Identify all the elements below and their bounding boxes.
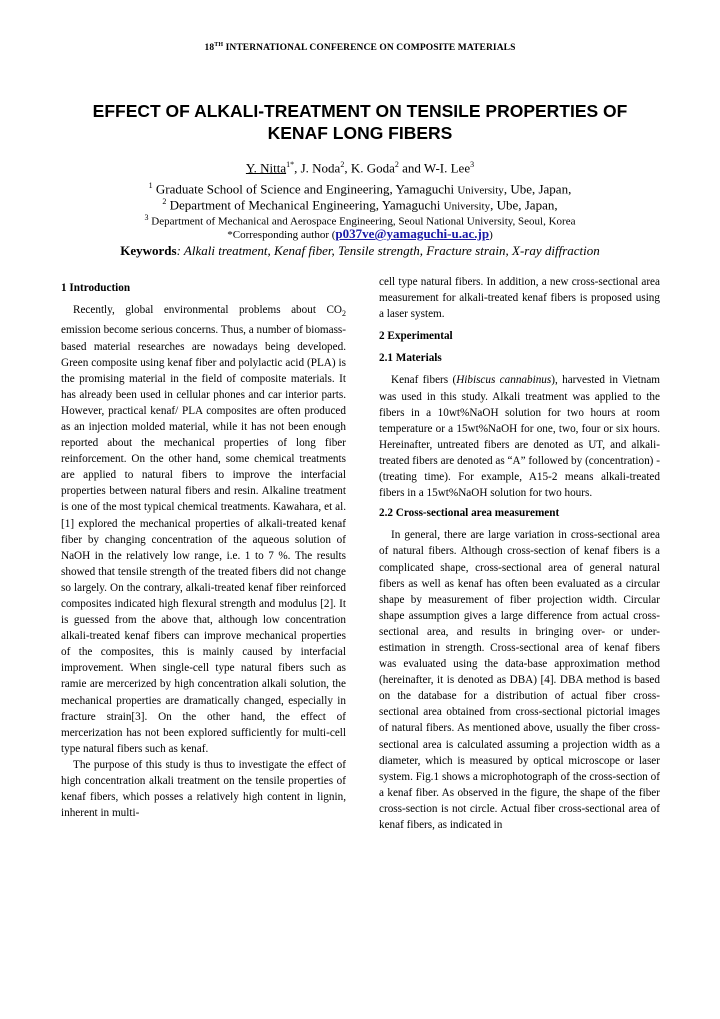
affiliation-2-text-b: University xyxy=(443,200,491,213)
intro-paragraph-1 xyxy=(61,302,346,757)
co2-subscript: 2 xyxy=(342,309,346,319)
materials-text-b: ), harvested in Vietnam was used in this study. Alkali treatment was applied to the fibers in a 10wt%NaOH solution for two hours at room temperature or a 15wt%NaOH for one, two, four or six hours. Hereinafter, untreated fibers are denoted as UT, and alkali-treated fibers are denoted as “A” followed by (concentration) - (treating time). For example, A15-2 means alkali-treated fibers in a 15wt%NaOH solution for two hours. xyxy=(379,374,660,500)
corresponding-suffix: ) xyxy=(489,229,493,241)
intro-paragraph-2: The purpose of this study is thus to investigate the effect of high concentration alkali treatment on the tensile properties of kenaf fibers, which posses a relatively high content in lignin, inherent in multi- xyxy=(61,758,346,820)
author-4: and W-I. Lee xyxy=(398,160,471,176)
running-header xyxy=(0,42,720,53)
cross-section-paragraph: In general, there are large variation in cross-sectional area of natural fibers. Although cross-section of kenaf fibers is a complicated shape, cross-sectional area of general natural fibers as well as kenaf has often been evaluated as a circular shape by measurement of fiber projection width. Circular shape assumption gives a large difference from actual cross-sectional area, and results in bringing over- or under- estimation in strength. Cross-sectional area of kenaf fibers was evaluated using the data-base approximation method (hereinafter, it is denoted as DBA) [4]. DBA method is based on the database for a distribution of actual fiber cross-sectional area obtained from cross-sectional pictorial images of natural fibers. As mentioned above, usually the fiber cross-sectional area is calculated assuming a projection width as a diameter, which is measured by optical microscope or laser system. Fig.1 shows a microphotograph of the cross-section of a kenaf fiber. As observed in the figure, the shape of the fiber cross-section is not circle. Actual fiber cross-sectional area of kenaf fibers, as indicated in xyxy=(379,529,660,831)
corresponding-prefix: *Corresponding author ( xyxy=(227,229,336,241)
author-1: Y. Nitta xyxy=(245,160,287,176)
author-2: , J. Noda xyxy=(294,160,341,176)
section-heading-experimental: 2 Experimental xyxy=(379,330,453,343)
affiliation-2-text-c: , Ube, Japan, xyxy=(490,197,558,213)
intro-p1-text-a: Recently, global environmental problems about CO xyxy=(73,304,342,317)
author-1-affil: 1* xyxy=(286,160,295,169)
left-column xyxy=(61,280,346,821)
keywords-text: : Alkali treatment, Kenaf fiber, Tensile strength, Fracture strain, X-ray diffraction xyxy=(176,243,600,258)
author-3-affil: 2 xyxy=(394,160,399,169)
affiliation-1-text-a: Graduate School of Science and Engineering, Yamaguchi xyxy=(152,181,458,197)
intro-p1-text-b: emission become serious concerns. Thus, a number of biomass-based material researches are nowadays being developed. Green composite using kenaf fiber and polylactic acid (PLA) is the promising material in the field of composite materials. It has already been used in cellular phones and car interior parts. However, practical kenaf/ PLA composites are often produced as an injection molded material, while it has not been enough reported about the mechanical properties of long fiber reinforcement. On the other hand, some chemical treatments are applied to natural fibers to improve the interfacial properties between natural fibers and resin. Alkaline treatment is one of the most typical chemical treatments. Kawahara, et al. [1] explored the mechanical properties of alkali-treated kenaf fiber by changing concentration of the aqueous solution of NaOH in the relatively low range, i.e. 1 to 7 %. The results showed that tensile strength of the treated fibers did not change so largely. On the contrary, alkali-treated kenaf fiber reinforced composites indicated high flexural strength and modulus [2]. It is guessed from the above that, although low concentration alkali-treated kenaf fibers can improve mechanical properties of the composites, this is mainly caused by interfacial improvement. When single-cell type natural fibers such as ramie are mercerized by high concentration alkali solution, the mechanical properties are dramatically changed, especially in fracture strain[3]. On the other hand, the effect of mercerization has not been explored sufficiently for multi-cell type natural fibers such as kenaf. xyxy=(61,324,347,755)
author-3: , K. Goda xyxy=(344,160,395,176)
email-link[interactable]: p037ve@yamaguchi-u.ac.jp xyxy=(335,226,490,241)
section-heading-introduction: 1 Introduction xyxy=(61,282,131,294)
affiliation-2-marker: 2 xyxy=(162,197,167,206)
affiliation-1-text-b: University xyxy=(457,184,504,197)
keywords-line xyxy=(0,242,720,259)
keywords-label: Keywords xyxy=(120,243,177,258)
materials-paragraph xyxy=(379,372,660,501)
right-column xyxy=(379,274,660,833)
affiliation-3-marker: 3 xyxy=(144,213,149,222)
title-line-2: KENAF LONG FIBERS xyxy=(267,123,453,143)
author-2-affil: 2 xyxy=(340,160,345,169)
subsection-heading-materials: 2.1 Materials xyxy=(379,352,442,365)
author-4-affil: 3 xyxy=(470,160,475,169)
intro-paragraph-continued: cell type natural fibers. In addition, a new cross-sectional area measurement for alkali-treated kenaf fibers is proposed using a laser system. xyxy=(379,276,660,321)
corresponding-author xyxy=(0,226,720,243)
affiliation-1-marker: 1 xyxy=(148,181,153,190)
paper-title xyxy=(30,100,690,144)
materials-text-a: Kenaf fibers ( xyxy=(391,374,457,387)
affiliation-1-text-c: , Ube, Japan, xyxy=(503,181,572,197)
title-line-1: EFFECT OF ALKALI-TREATMENT ON TENSILE PROPERTIES OF xyxy=(92,101,628,121)
conference-number: 18 xyxy=(204,43,215,54)
affiliation-3-text: Department of Mechanical and Aerospace Engineering, Seoul National University, Seoul, Korea xyxy=(148,215,576,228)
subsection-heading-cross-section: 2.2 Cross-sectional area measurement xyxy=(379,507,560,520)
affiliation-2-text-a: Department of Mechanical Engineering, Yamaguchi xyxy=(166,197,444,213)
species-name: Hibiscus cannabinus xyxy=(456,374,552,387)
author-list xyxy=(0,157,720,176)
conference-ordinal: TH xyxy=(214,42,224,48)
conference-name: INTERNATIONAL CONFERENCE ON COMPOSITE MATERIALS xyxy=(223,43,516,54)
